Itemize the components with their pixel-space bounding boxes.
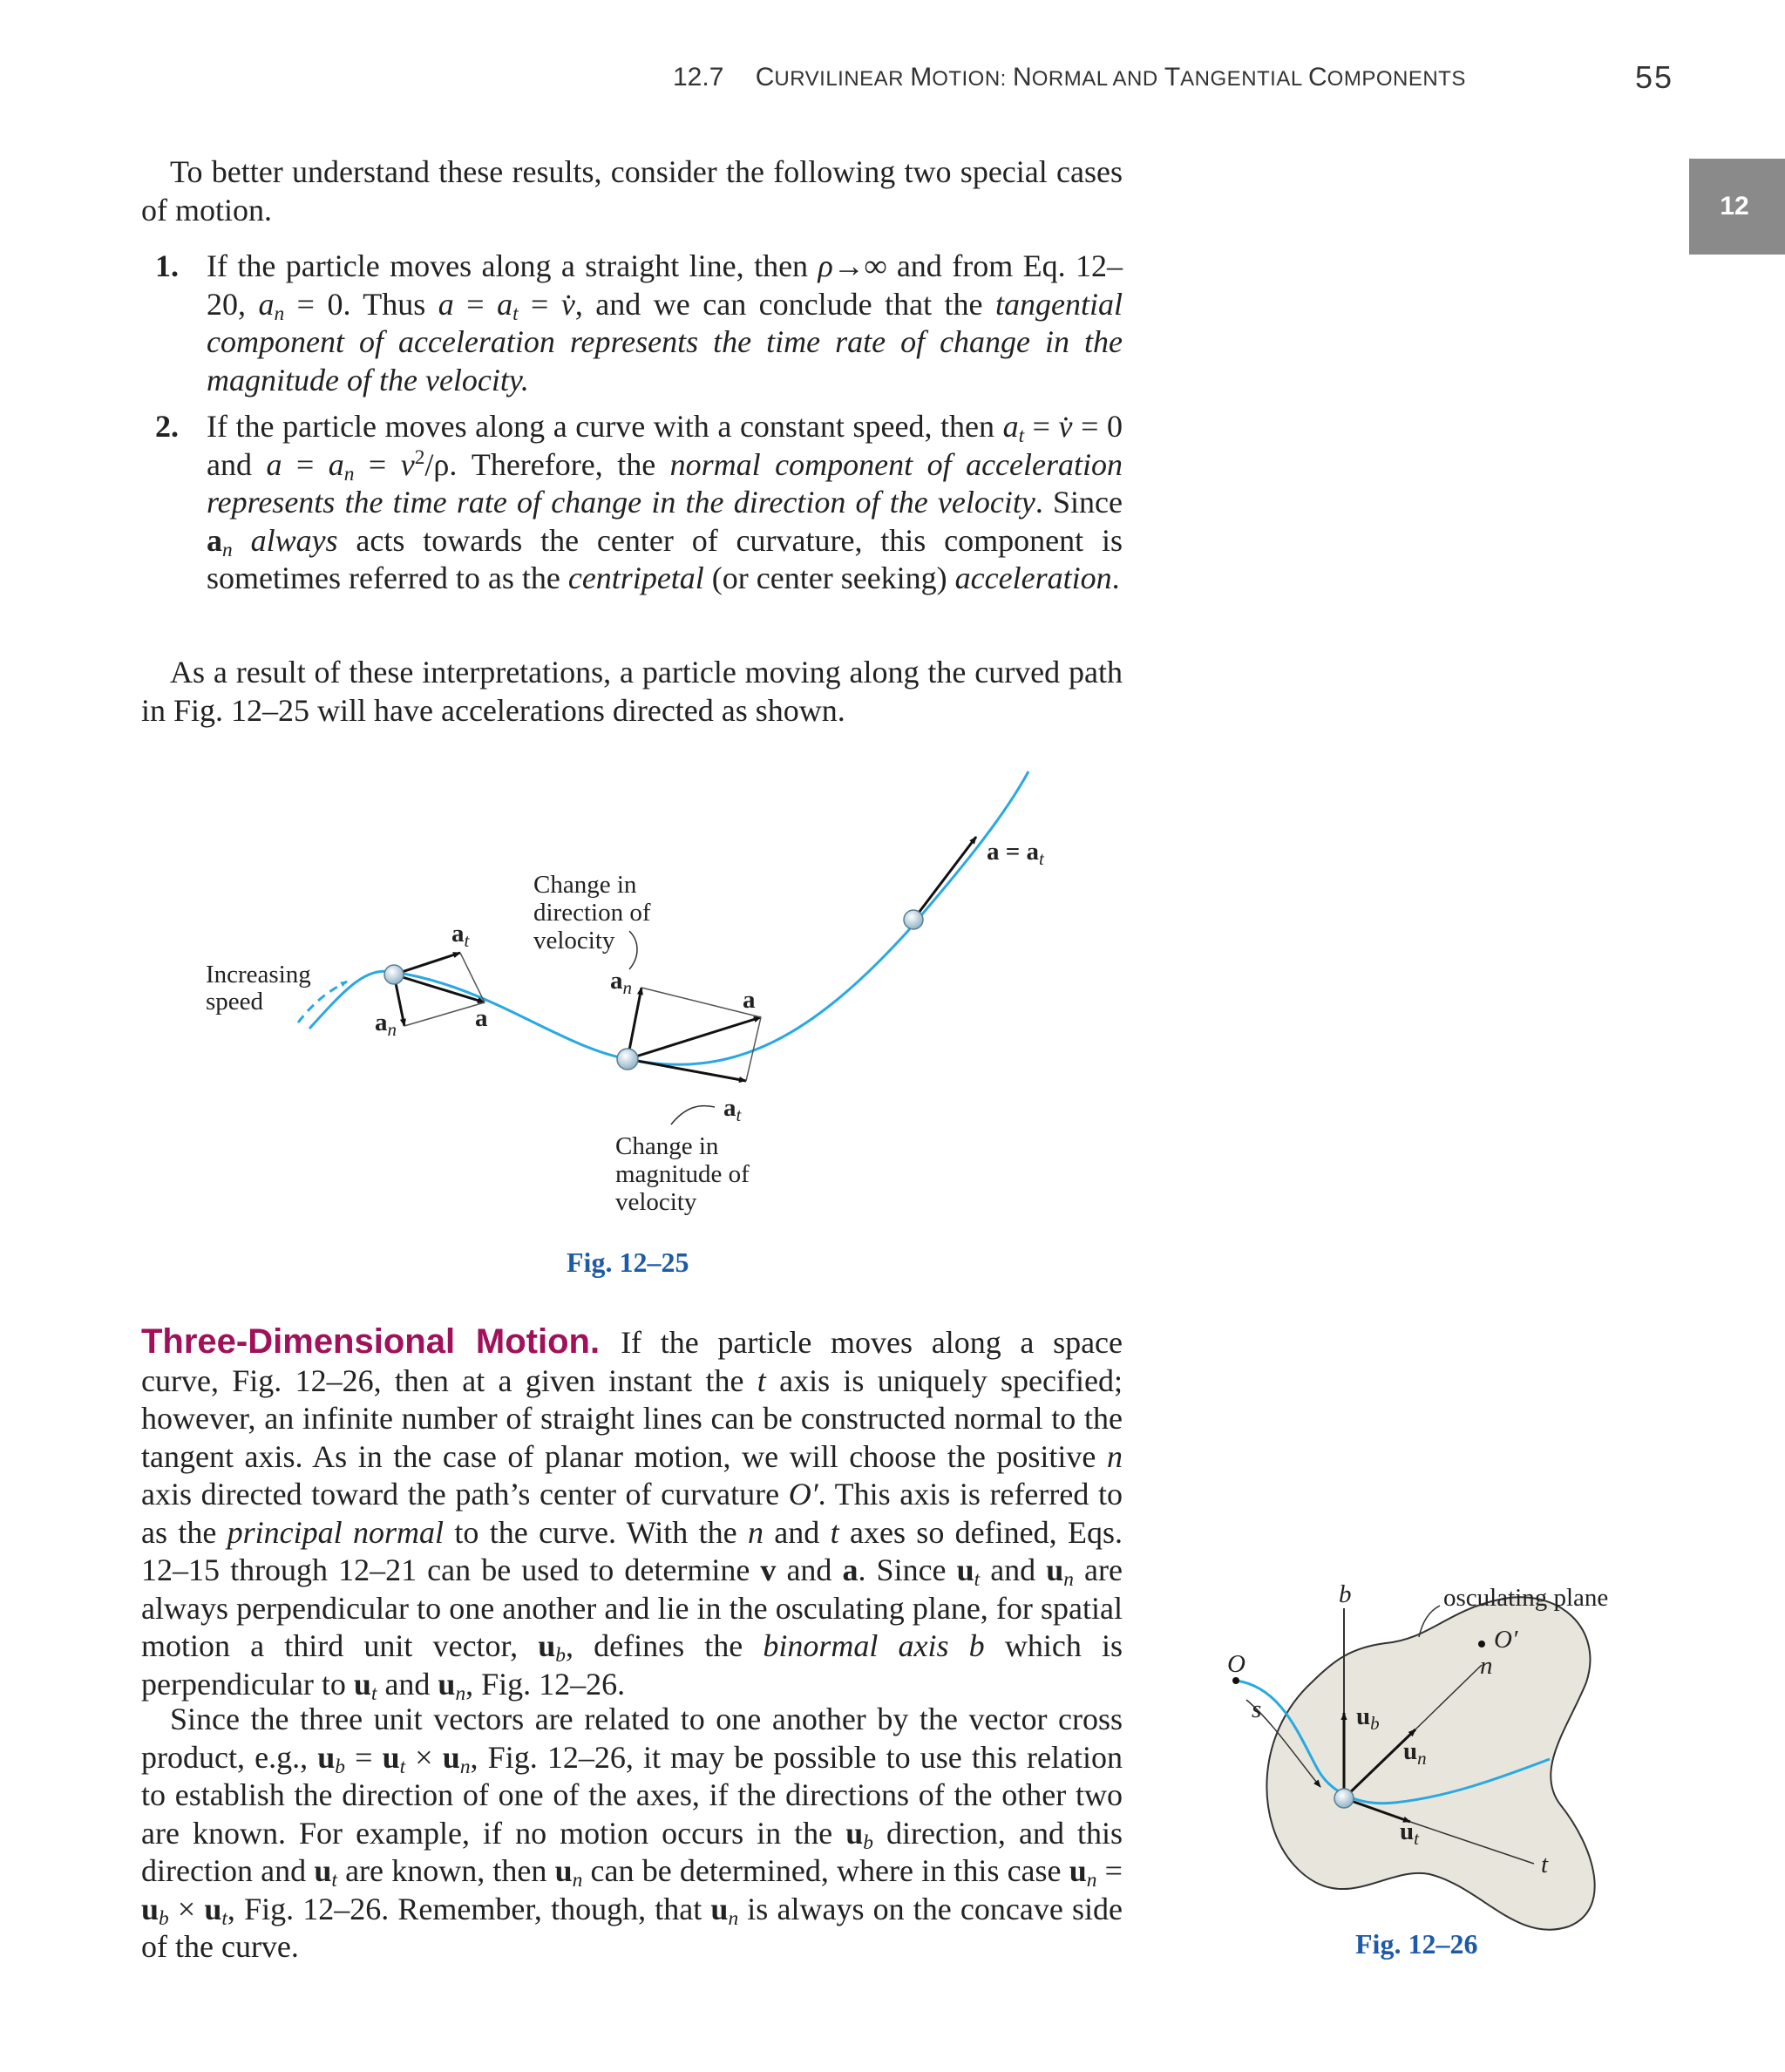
origin-point <box>1232 1677 1239 1684</box>
ub-label: $u_b$ <box>1356 1702 1380 1734</box>
section-heading: Three-Dimensional Motion. <box>141 1322 601 1361</box>
magnitude-label-1: Change in <box>615 1132 719 1160</box>
section-title: CURVILINEAR MOTION: NORMAL AND TANGENTIAL COMPONENTS <box>755 63 1466 92</box>
three-d-paragraph-2: Since the three unit vectors are related to one another by the vector cross product, e.g., $u_b = u_t \times u_n$, Fig. 12–26, it may be possible to use this relation to establish the direction of one of the axes, if the directions of the other two are known. For example, if no motion occurs in the $u_b$ direction, and this direction and $u_t$ are known, then $u_n$ can be determined, where in this case $u_n = u_b \times u_t$, Fig. 12–26. Remember, though, that $u_n$ is always on the concave side of the curve. <box>141 1702 1123 1964</box>
b-axis-label: b <box>1339 1580 1352 1608</box>
a-label-1: a <box>475 1004 488 1032</box>
interpretation-paragraph: As a result of these interpretations, a particle moving along the curved path in Fig. 12–25 will have accelerations directed as shown. <box>141 655 1123 728</box>
at-label-1: $a_t$ <box>451 920 470 951</box>
list-item-body: If the particle moves along a straight line, then ρ→∞ and from Eq. 12–20, $a_n = 0$. Thus $a = a_t$ = v̇, and we can conclude that the tangential component of acceleration represents the time rate of change in the magnitude of the velocity. <box>207 248 1123 397</box>
list-item-body: If the particle moves along a curve with a constant speed, then $a_t$ = v̇ = 0 and $a = a_n = v^2/\rho$. Therefore, the normal component of acceleration represents the time rate of change in the direction of the velocity. Since $a_n$ always acts towards the center of curvature, this component is sometimes referred to as the centripetal (or center seeking) acceleration. <box>207 409 1123 595</box>
center-of-curvature-point <box>1478 1641 1485 1647</box>
s-label: s <box>1252 1695 1262 1723</box>
magnitude-label-2: magnitude of <box>615 1160 750 1188</box>
magnitude-label-3: velocity <box>615 1188 697 1216</box>
direction-label-2: direction of <box>533 899 651 927</box>
increasing-label: Increasing <box>206 961 311 988</box>
page-number: 55 <box>1635 59 1674 95</box>
ut-label: $u_t$ <box>1400 1817 1419 1849</box>
o-prime-label: O′ <box>1494 1626 1518 1654</box>
a-label-2: a <box>743 986 756 1014</box>
n-axis-label: n <box>1480 1652 1493 1680</box>
fig-12-25-caption: Fig. 12–25 <box>567 1247 689 1278</box>
list-marker: 1. <box>155 248 179 283</box>
intro-paragraph: To better understand these results, consider the following two special cases of motion. <box>141 154 1123 228</box>
chapter-tab: 12 <box>1689 159 1785 255</box>
osculating-plane-label: osculating plane <box>1443 1584 1609 1612</box>
o-label: O <box>1227 1650 1245 1678</box>
speed-label: speed <box>206 988 264 1016</box>
un-label: $u_n$ <box>1403 1737 1427 1769</box>
an-label-2: $a_n$ <box>610 967 632 998</box>
t-axis-label: t <box>1541 1851 1549 1878</box>
three-d-paragraph-1: Three-Dimensional Motion. If the particle moves along a space curve, Fig. 12–26, then at a given instant the t axis is uniquely specified; however, an infinite number of straight lines can be constructed normal to the tangent axis. As in the case of planar motion, we will choose the positive n axis directed toward the path’s center of curvature O′. This axis is referred to as the principal normal to the curve. With the n and t axes so defined, Eqs. 12–15 through 12–21 can be used to determine v and a. Since $u_t$ and $u_n$ are always perpendicular to one another and lie in the osculating plane, for spatial motion a third unit vector, $u_b$, defines the binormal axis b which is perpendicular to $u_t$ and $u_n$, Fig. 12–26. <box>141 1322 1123 1705</box>
particle <box>1334 1789 1354 1808</box>
at-label-2: $a_t$ <box>723 1094 742 1125</box>
list-marker: 2. <box>155 409 179 444</box>
section-number: 12.7 <box>673 63 724 92</box>
direction-label-3: velocity <box>533 927 615 954</box>
an-label-1: $a_n$ <box>375 1009 397 1040</box>
fig-12-26-caption: Fig. 12–26 <box>1355 1928 1478 1960</box>
direction-label-1: Change in <box>533 871 637 899</box>
a-eq-at-label: $a = a_t$ <box>987 838 1044 869</box>
